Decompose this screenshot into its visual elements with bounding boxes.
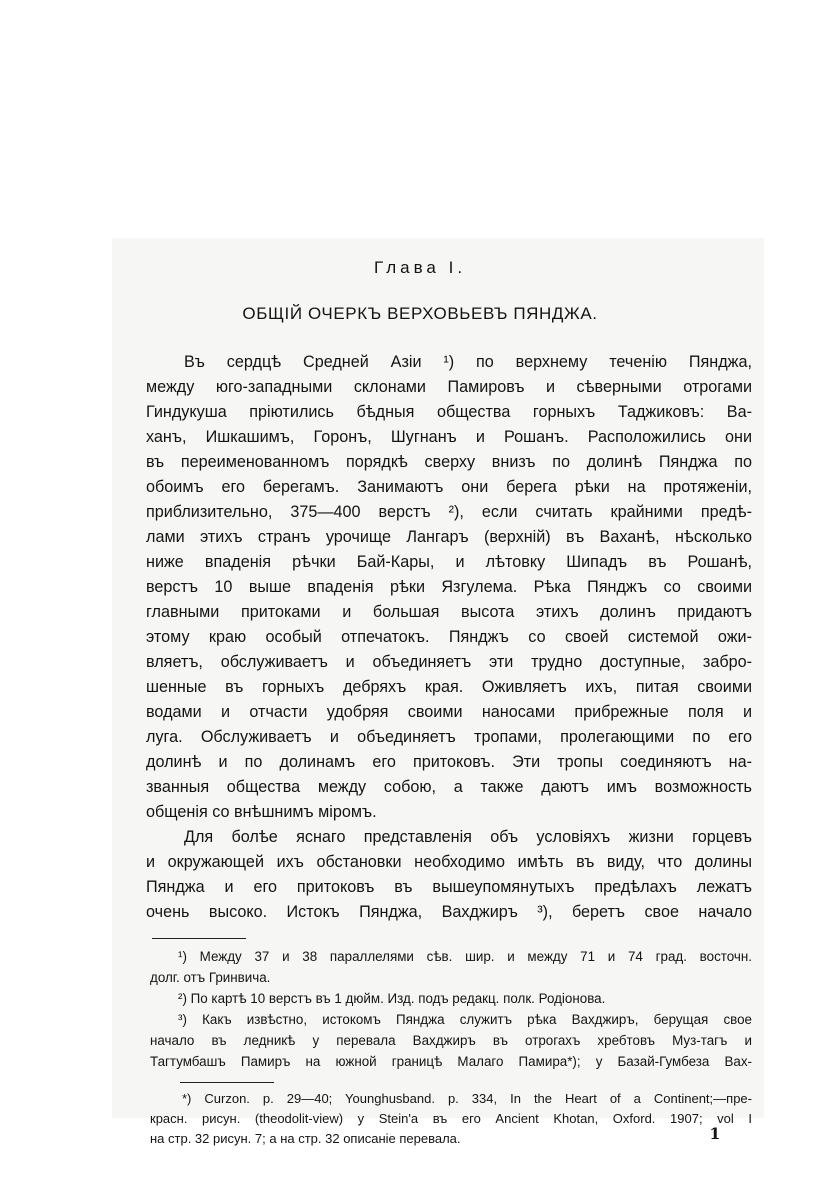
body-line: званныя общества между собою, а также даютъ имъ возможность (146, 778, 752, 796)
body-line: шенные въ горныхъ дебряхъ края. Оживляетъ ихъ, питая своими (146, 678, 752, 696)
footnote-line: Тагтумбашъ Памиръ на южной границѣ Малаго Памира*); у Базай-Гумбеза Вах- (150, 1054, 752, 1069)
body-line: Пянджа и его притоковъ въ вышеупомянутыхъ предѣлахъ лежатъ (146, 878, 752, 896)
body-line: водами и отчасти удобряя своими наносами прибрежные поля и (146, 703, 752, 721)
subnote-line: *) Curzon. p. 29—40; Younghusband. p. 334, In the Heart of a Continent;—пре- (182, 1091, 752, 1106)
footnote-line: начало въ ледникѣ у перевала Вахджиръ въ отрогахъ хребтовъ Муз-тагъ и (150, 1033, 752, 1048)
body-line: между юго-западными склонами Памировъ и сѣверными отрогами (146, 378, 752, 396)
body-line: ханъ, Ишкашимъ, Горонъ, Шугнанъ и Рошанъ. Расположились они (146, 428, 752, 446)
body-line: общенія со внѣшнимъ міромъ. (146, 803, 377, 821)
chapter-title: ОБЩІЙ ОЧЕРКЪ ВЕРХОВЬЕВЪ ПЯНДЖА. (242, 304, 598, 323)
body-line: верстъ 10 выше впаденія рѣки Язгулема. Рѣка Пянджъ со своими (146, 578, 752, 596)
body-line: обоимъ его берегамъ. Занимаютъ они берега рѣки на протяженіи, (146, 478, 752, 496)
footnote-line: ²) По картѣ 10 верстъ въ 1 дюйм. Изд. подъ редакц. полк. Родіонова. (178, 991, 606, 1006)
body-line: этому краю особый отпечатокъ. Пянджъ со своей системой ожи- (146, 628, 752, 646)
page-number: 1 (709, 1124, 721, 1143)
body-line: луга. Обслуживаетъ и объединяетъ тропами, пролегающими по его (146, 728, 752, 746)
body-line: ниже впаденія рѣчки Бай-Кары, и лѣтовку Шипадъ въ Рошанѣ, (146, 553, 752, 571)
body-line: Въ сердцѣ Средней Азіи ¹) по верхнему теченію Пянджа, (184, 353, 752, 371)
subnote-line: красн. рисун. (theodolit-view) y Stein'a въ его Ancient Khotan, Oxford. 1907; vol I (150, 1111, 752, 1126)
body-line: главными притоками и большая высота этихъ долинъ придаютъ (146, 603, 752, 621)
body-line: Для болѣе яснаго представленія объ условіяхъ жизни горцевъ (184, 828, 752, 846)
body-line: очень высоко. Истокъ Пянджа, Вахджиръ ³), беретъ свое начало (146, 903, 752, 921)
subnote-rule (180, 1082, 274, 1083)
body-line: приблизительно, 375—400 верстъ ²), если считать крайними предѣ- (146, 503, 752, 521)
body-line: и окружающей ихъ обстановки необходимо имѣть въ виду, что долины (146, 853, 752, 871)
footnote-line: ³) Какъ извѣстно, истокомъ Пянджа служитъ рѣка Вахджиръ, берущая свое (178, 1012, 752, 1027)
body-line: вляетъ, обслуживаетъ и объединяетъ эти трудно доступные, забро- (146, 653, 752, 671)
body-line: въ переименованномъ порядкѣ сверху внизъ по долинѣ Пянджа по (146, 453, 752, 471)
footnote-rule (152, 938, 246, 939)
chapter-label: Глава I. (373, 258, 467, 277)
body-line: долинѣ и по долинамъ его притоковъ. Эти тропы соединяютъ на- (146, 753, 752, 771)
body-line: Гиндукуша пріютились бѣдныя общества горныхъ Таджиковъ: Ва- (146, 403, 752, 421)
footnote-line: долг. отъ Гринвича. (150, 970, 271, 985)
footnote-line: ¹) Между 37 и 38 параллелями сѣв. шир. и между 71 и 74 град. восточн. (178, 949, 752, 964)
body-line: лами этихъ странъ урочище Лангаръ (верхній) въ Ваханѣ, нѣсколько (146, 528, 752, 546)
subnote-line: на стр. 32 рисун. 7; а на стр. 32 описаніе перевала. (150, 1131, 461, 1146)
